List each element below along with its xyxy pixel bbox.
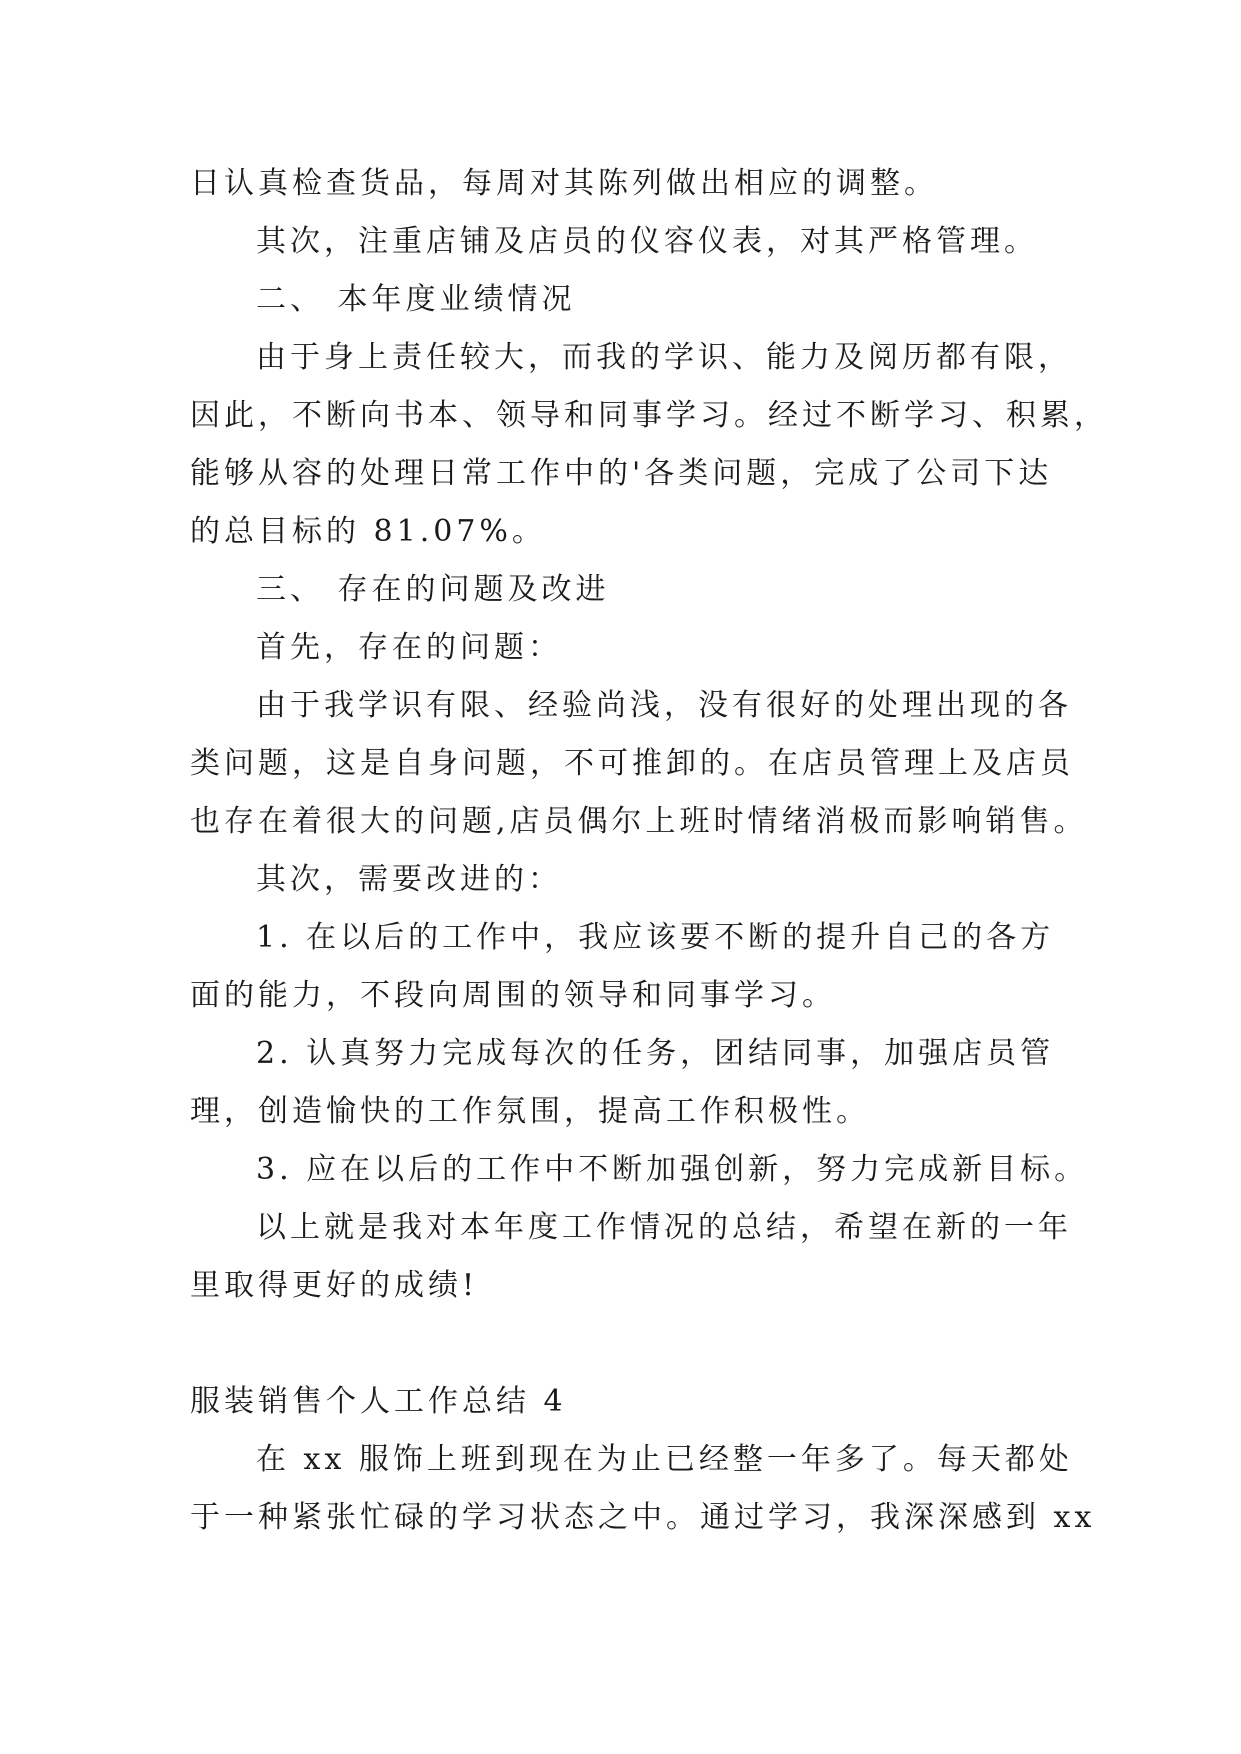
list-item-2-continued: 理，创造愉快的工作氛围，提高工作积极性。 [190, 1094, 870, 1129]
list-item-1: 1. 在以后的工作中，我应该要不断的提升自己的各方 [256, 920, 1055, 955]
paragraph-line: 其次，需要改进的： [256, 862, 562, 897]
section-heading-2: 二、 本年度业绩情况 [256, 282, 576, 317]
paragraph-line: 因此，不断向书本、领导和同事学习。经过不断学习、积累， [190, 398, 1108, 433]
paragraph-line: 的总目标的 81.07%。 [190, 514, 546, 549]
list-item-3: 3. 应在以后的工作中不断加强创新，努力完成新目标。 [256, 1152, 1089, 1187]
paragraph-line: 由于身上责任较大，而我的学识、能力及阅历都有限， [256, 340, 1072, 375]
section-heading-3: 三、 存在的问题及改进 [256, 572, 610, 607]
paragraph-line: 首先，存在的问题： [256, 630, 562, 665]
paragraph-line: 日认真检查货品，每周对其陈列做出相应的调整。 [190, 166, 938, 201]
paragraph-line: 以上就是我对本年度工作情况的总结，希望在新的一年 [256, 1210, 1072, 1245]
paragraph-line: 也存在着很大的问题,店员偶尔上班时情绪消极而影响销售。 [190, 804, 1088, 839]
paragraph-line: 由于我学识有限、经验尚浅，没有很好的处理出现的各 [256, 688, 1072, 723]
paragraph-line: 于一种紧张忙碌的学习状态之中。通过学习，我深深感到 xx [190, 1500, 1096, 1535]
paragraph-line: 在 xx 服饰上班到现在为止已经整一年多了。每天都处 [256, 1442, 1073, 1477]
list-item-1-continued: 面的能力，不段向周围的领导和同事学习。 [190, 978, 836, 1013]
document-subtitle: 服装销售个人工作总结 4 [190, 1384, 567, 1419]
paragraph-line: 其次，注重店铺及店员的仪容仪表，对其严格管理。 [256, 224, 1038, 259]
paragraph-line: 里取得更好的成绩! [190, 1268, 479, 1303]
paragraph-line: 类问题，这是自身问题，不可推卸的。在店员管理上及店员 [190, 746, 1074, 781]
list-item-2: 2. 认真努力完成每次的任务，团结同事，加强店员管 [256, 1036, 1055, 1071]
paragraph-line: 能够从容的处理日常工作中的'各类问题，完成了公司下达 [190, 456, 1053, 491]
